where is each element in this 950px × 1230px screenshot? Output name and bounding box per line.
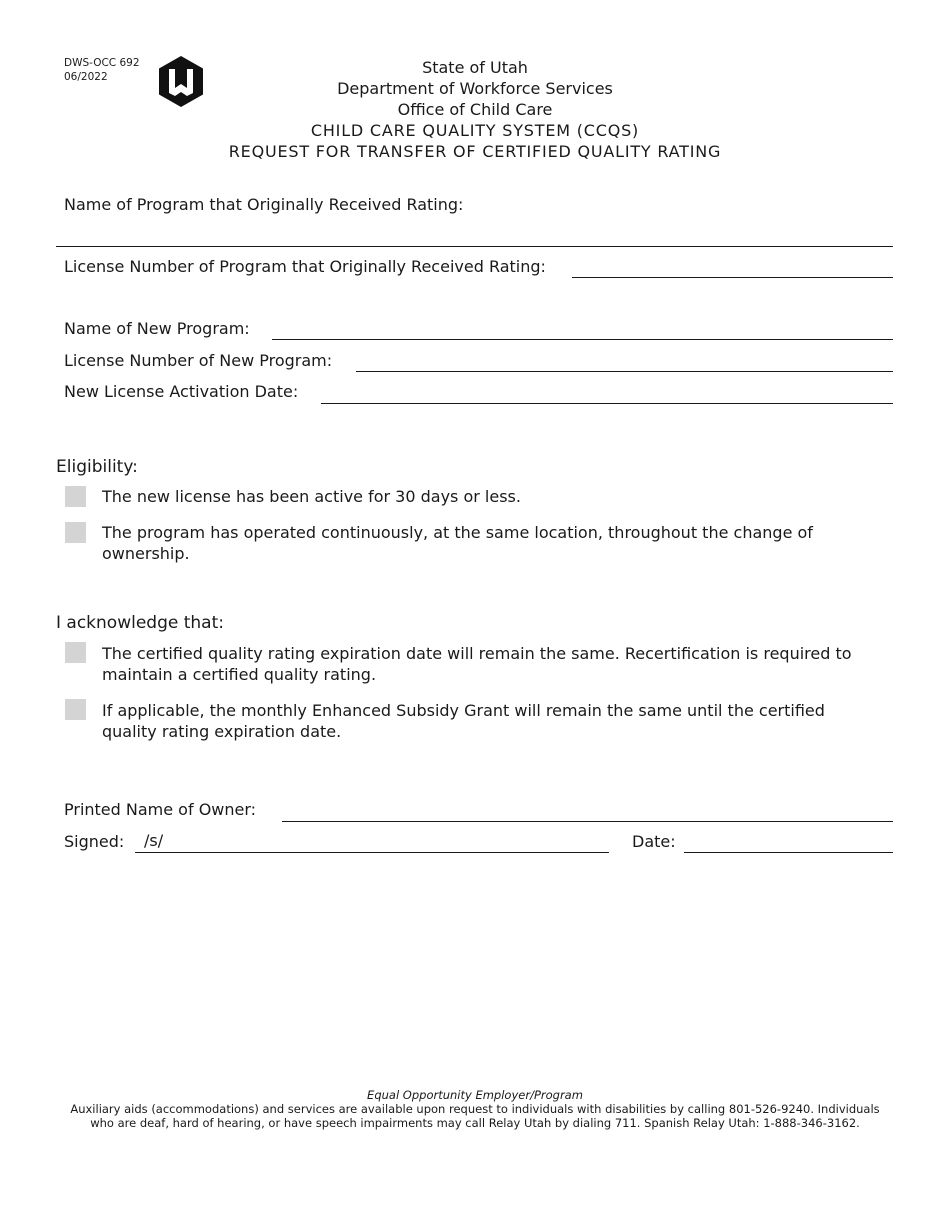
header — [0, 57, 950, 162]
eligibility-item-1: The new license has been active for 30 days or less. — [102, 487, 521, 506]
footer-line-1: Auxiliary aids (accommodations) and services are available upon request to individuals with disabilities by calling 801-526-9240. Individuals — [70, 1102, 880, 1116]
date-label: Date: — [632, 832, 676, 851]
form-code: DWS-OCC 692 — [64, 57, 140, 69]
form-revision-date: 06/2022 — [64, 71, 108, 83]
acknowledge-item-1: The certified quality rating expiration date will remain the same. Recertification is required to maintain a certified quality rating. — [102, 644, 852, 684]
page-title: REQUEST FOR TRANSFER OF CERTIFIED QUALITY RATING — [228, 142, 722, 161]
eligibility-item-2: The program has operated continuously, at the same location, throughout the change of ownership. — [102, 523, 813, 563]
orig-program-name-field[interactable] — [56, 246, 893, 247]
header-office: Office of Child Care — [397, 100, 553, 119]
orig-program-name-label: Name of Program that Originally Received Rating: — [64, 195, 464, 214]
footer-eoe: Equal Opportunity Employer/Program — [367, 1088, 583, 1102]
printed-name-label: Printed Name of Owner: — [64, 800, 257, 819]
acknowledge-item-2: If applicable, the monthly Enhanced Subsidy Grant will remain the same until the certified quality rating expiration date. — [102, 701, 825, 741]
orig-license-number-label: License Number of Program that Originally Received Rating: — [64, 257, 546, 276]
new-program-name-field[interactable] — [272, 339, 893, 340]
eligibility-checkbox-1[interactable] — [65, 486, 86, 507]
eligibility-checkbox-2[interactable] — [65, 522, 86, 543]
signature-field[interactable] — [135, 831, 609, 853]
header-system: CHILD CARE QUALITY SYSTEM (CCQS) — [310, 121, 640, 140]
activation-date-field[interactable] — [321, 403, 893, 404]
footer-line-2: who are deaf, hard of hearing, or have speech impairments may call Relay Utah by dialing 711. Spanish Relay Utah: 1-888-346-3162. — [90, 1116, 860, 1130]
header-state: State of Utah — [422, 58, 528, 77]
header-department: Department of Workforce Services — [337, 79, 613, 98]
acknowledge-heading: I acknowledge that: — [56, 613, 224, 633]
new-license-number-field[interactable] — [356, 371, 893, 372]
signature-value: /s/ — [144, 831, 164, 850]
date-field[interactable] — [684, 852, 893, 853]
activation-date-label: New License Activation Date: — [64, 382, 299, 401]
new-license-number-label: License Number of New Program: — [64, 351, 333, 370]
printed-name-field[interactable] — [282, 821, 893, 822]
acknowledge-checkbox-1[interactable] — [65, 642, 86, 663]
new-program-name-label: Name of New Program: — [64, 319, 250, 338]
signed-label: Signed: — [64, 832, 125, 851]
orig-license-number-field[interactable] — [572, 277, 893, 278]
acknowledge-checkbox-2[interactable] — [65, 699, 86, 720]
eligibility-heading: Eligibility: — [56, 457, 138, 477]
footer — [0, 1088, 950, 1130]
